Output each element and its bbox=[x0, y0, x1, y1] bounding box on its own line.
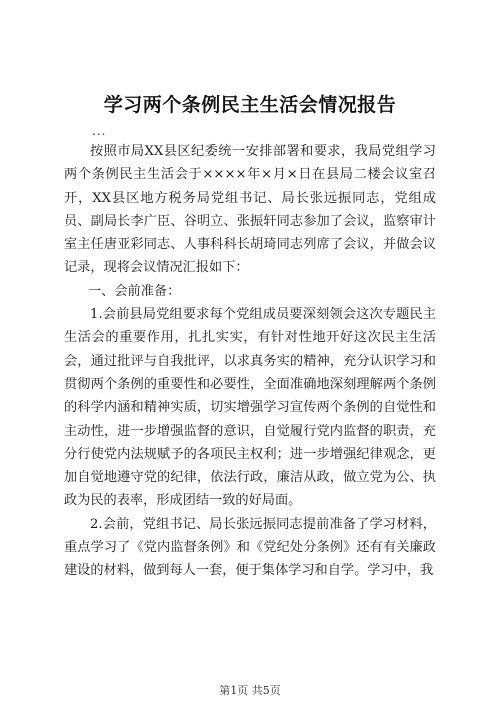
paragraph-item-2: 2.会前，党组书记、局长张远振同志提前准备了学习材料，重点学习了《党内监督条例》和《党纪处分条例》还有有关廉政建设的材料，做到每人一套，便于集体学习和自学。学习中，我 bbox=[64, 516, 436, 579]
page-number-footer: 第1页 共5页 bbox=[219, 684, 281, 697]
ellipsis-marker: ... bbox=[92, 124, 107, 138]
document-title: 学习两个条例民主生活会情况报告 bbox=[103, 94, 397, 116]
paragraph-intro: 按照市局XX县区纪委统一安排部署和要求，我局党组学习两个条例民主生活会于××××年×月×日在县局二楼会议室召开，XX县区地方税务局党组书记、局长张远振同志，党组成员、副局长李广臣、谷明立、张振轩同志参加了会议，监察审计室主任唐亚彩同志、人事科科长胡琦同志列席了会议，并做会议记录，现将会议情况汇报如下： bbox=[64, 144, 436, 276]
document-body bbox=[64, 140, 436, 583]
paragraph-item-1: 1.会前县局党组要求每个党组成员要深刻领会这次专题民主生活会的重要作用，扎扎实实，有针对性地开好这次民主生活会，通过批评与自我批评，以求真务实的精神，充分认识学习和贯彻两个条例的重要性和必要性，全面准确地深刻理解两个条例的科学内涵和精神实质，切实增强学习宣传两个条例的自觉性和主动性，进一步增强监督的意识，自觉履行党内监督的职责，充分行使党内法规赋予的各项民主权利；进一步增强纪律观念，更加自觉地遵守党的纪律，依法行政，廉洁从政，做立党为公、执政为民的表率，形成团结一致的好局面。 bbox=[64, 307, 436, 509]
section-heading: 一、会前准备： bbox=[88, 283, 181, 299]
